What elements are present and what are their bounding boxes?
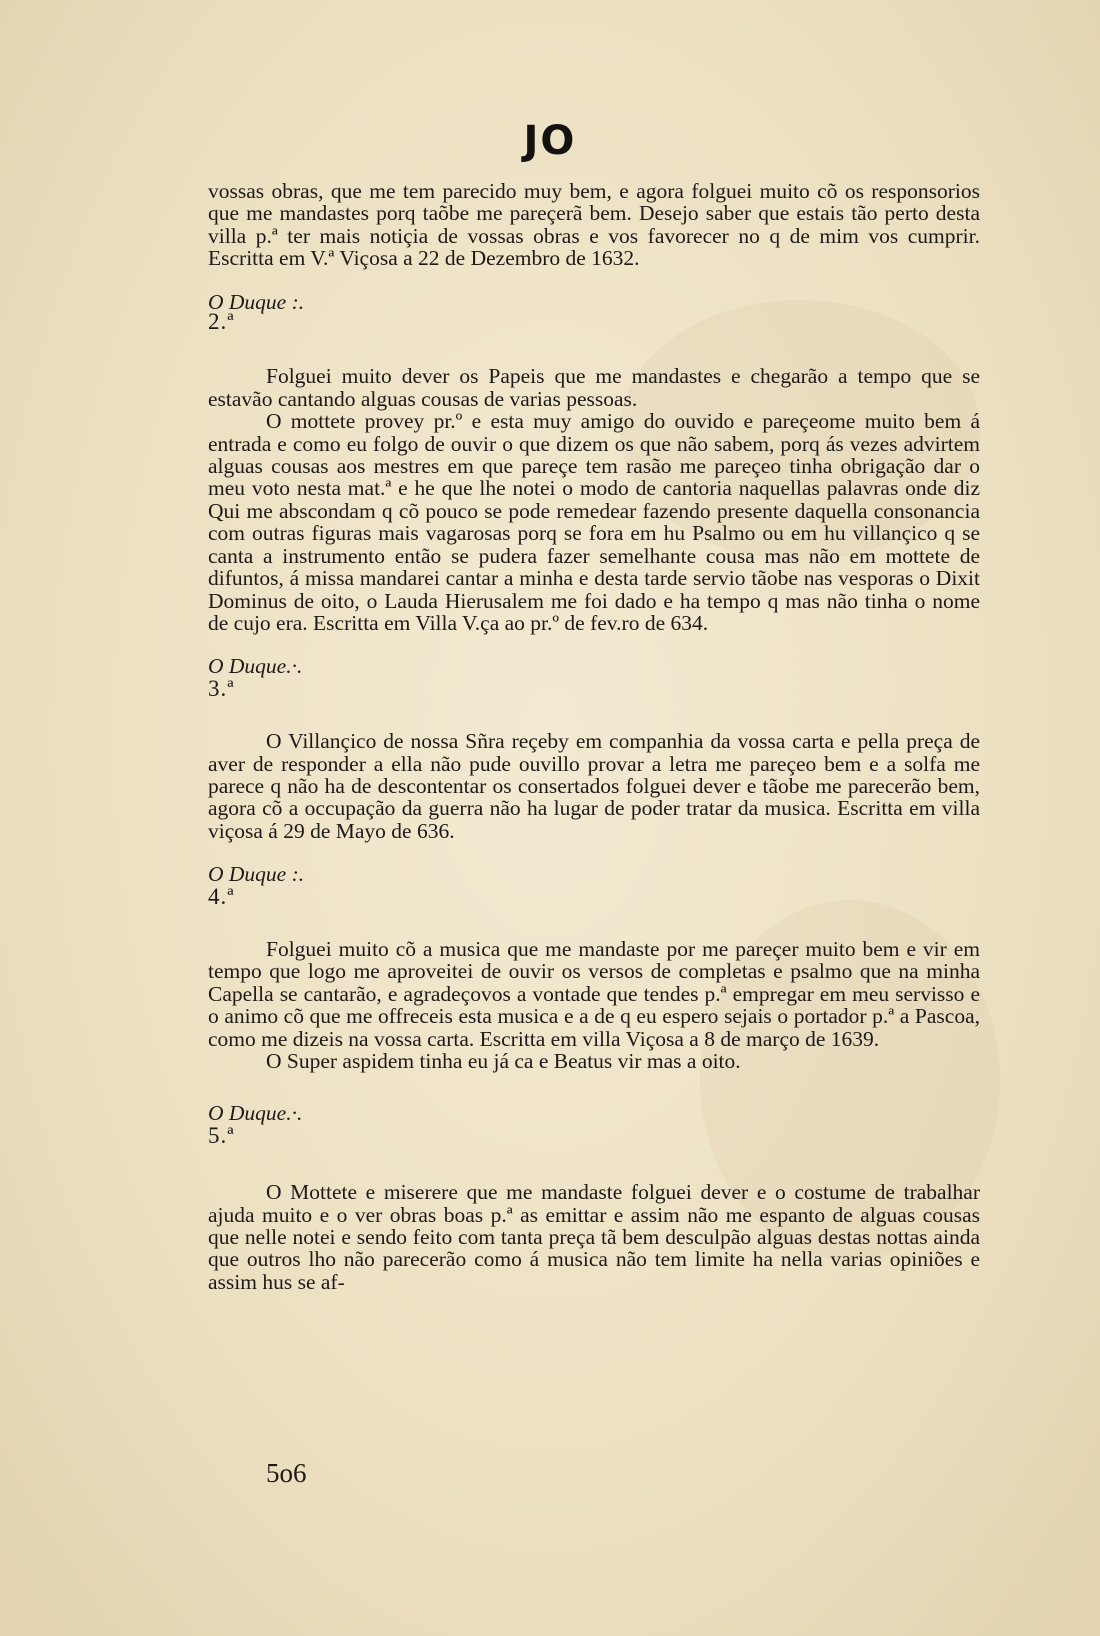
signature: O Duque :. bbox=[208, 289, 305, 314]
paragraph: O mottete provey pr.º e esta muy amigo do ouvido e pareçeome muito bem á entrada e como eu folgo de ouvir o que dizem os que não sabem, porq ás vezes advirtem alguas cousas aos mestres em que pareçe tem rasão me pareçeo tinha obrigação dar o meu voto nesta mat.ª e he que lhe notei o modo de cantoria naquellas palavras onde diz Qui me abscondam q cõ pouco se pode remedear fazendo presente daquella consonancia com outras figuras mais vagarosas porq se fora em hu Psalmo ou em hu villançico q se canta a instrumento então se pudera fazer semelhante cousa mas não em mottete de difuntos, á missa mandarei cantar a minha e desta tarde servio tãobe nas vesporas o Dixit Dominus de oito, o Lauda Hierusalem me foi dado e ha tempo q mas não tinha o nome de cujo era. Escritta em Villa V.ça ao pr.º de fev.ro de 634. bbox=[208, 409, 980, 635]
paragraph: Folguei muito cõ a musica que me mandaste por me pareçer muito bem e vir em tempo que logo me aproveitei de ouvir os versos de completas e psalmo que na minha Capella se cantarão, e agradeçovos a vontade que tendes p.ª empregar em meu servisso e o animo cõ que me offreceis esta musica e a de q eu espero sejais o portador p.ª a Pascoa, como me dizeis na vossa carta. Escritta em villa Viçosa a 8 de março de 1639. bbox=[208, 936, 980, 1051]
page-number: 5o6 bbox=[266, 1458, 307, 1488]
letter-number: 4.ª bbox=[208, 883, 235, 909]
letter-number: 3.ª bbox=[208, 675, 235, 701]
letter-number: 2.ª bbox=[208, 309, 235, 335]
signature: O Duque.·. bbox=[208, 1101, 303, 1126]
letter-number: 5.ª bbox=[208, 1122, 235, 1148]
signature: O Duque.·. bbox=[208, 654, 303, 679]
opening-paragraph: vossas obras, que me tem parecido muy bem, e agora folguei muito cõ os responsorios que me mandastes porq taõbe me pareçerã bem. Desejo saber que estais tão perto desta villa p.ª ter mais notiçia de vossas obras e vos favorecer no q de mim vos cumprir. Escritta em V.ª Viçosa a 22 de Dezembro de 1632. bbox=[208, 179, 980, 271]
text-block bbox=[208, 180, 980, 1293]
paragraph: O Villançico de nossa Sñra reçeby em companhia da vossa carta e pella preça de aver de responder a ella não pude ouvillo provar a letra me pareçeo bem e a solfa me parece q não ha de descontentar os consertados folguei dever e tãobe me parecerão bem, agora cõ a occupação da guerra não ha lugar de poder tratar da musica. Escritta em villa viçosa á 29 de Mayo de 636. bbox=[208, 729, 980, 843]
paragraph: O Super aspidem tinha eu já ca e Beatus vir mas a oito. bbox=[266, 1049, 741, 1073]
paragraph: O Mottete e miserere que me mandaste folguei dever e o costume de trabalhar ajuda muito e o ver obras boas p.ª as emittar e assim não me espanto de alguas cousas que nelle notei e sendo feito com tanta preça tã bem desculpão alguas destas nottas ainda que outros lho não parecerão como á musica não tem limite ha nella varias opiniões e assim hus se af- bbox=[208, 1180, 980, 1294]
paragraph: Folguei muito dever os Papeis que me mandastes e chegarão a tempo que se estavão cantando alguas cousas de varias pessoas. bbox=[208, 364, 980, 411]
running-head: JO bbox=[523, 118, 577, 164]
signature: O Duque :. bbox=[208, 862, 305, 887]
